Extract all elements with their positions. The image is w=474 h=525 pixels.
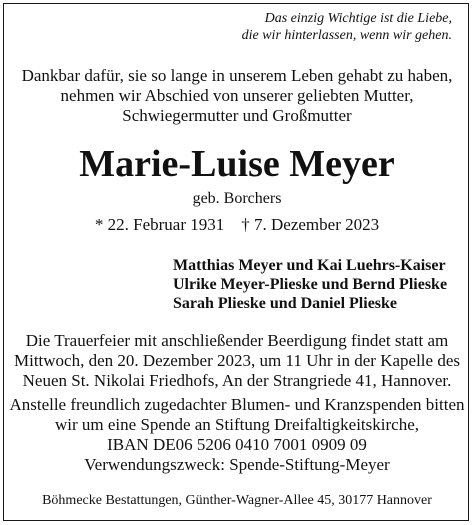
service-line: Neuen St. Nikolai Friedhofs, An der Strangriede 41, Hannover. (22, 371, 452, 390)
birth-date: * 22. Februar 1931 (94, 215, 225, 234)
quote-line: die wir hinterlassen, wenn wir gehen. (241, 28, 452, 43)
intro-line: Schwiegermutter und Großmutter (122, 106, 352, 125)
donation-purpose: Verwendungszweck: Spende-Stiftung-Meyer (84, 455, 390, 474)
funeral-service-info (0, 331, 474, 391)
intro-line: nehmen wir Abschied von unserer geliebten Mutter, (60, 86, 414, 105)
mourner-line: Matthias Meyer und Kai Luehrs-Kaiser (173, 257, 446, 274)
donation-line: wir um eine Spende an Stiftung Dreifaltigkeitskirche, (55, 415, 419, 434)
donation-line: Anstelle freundlich zugedachter Blumen- und Kranzspenden bitten (9, 395, 465, 414)
donation-iban: IBAN DE06 5206 0410 7001 0909 09 (107, 435, 367, 454)
mourner-line: Ulrike Meyer-Plieske und Bernd Plieske (173, 276, 448, 293)
birth-name: geb. Borchers (192, 190, 282, 207)
date-spacer (224, 215, 241, 234)
intro-text (0, 66, 474, 126)
donation-info (0, 395, 474, 475)
mourners-list (173, 256, 463, 313)
intro-line: Dankbar dafür, sie so lange in unserem Leben gehabt zu haben, (21, 66, 453, 85)
deceased-name: Marie-Luise Meyer (79, 143, 395, 185)
service-line: Die Trauerfeier mit anschließender Beerdigung findet statt am (25, 331, 449, 350)
service-line: Mittwoch, den 20. Dezember 2023, um 11 Uhr in der Kapelle des (14, 351, 460, 370)
funeral-home-footer: Böhmecke Bestattungen, Günther-Wagner-Allee 45, 30177 Hannover (42, 493, 432, 508)
mourner-line: Sarah Plieske und Daniel Plieske (173, 295, 398, 312)
life-dates (0, 215, 474, 235)
quote-line: Das einzig Wichtige ist die Liebe, (264, 11, 452, 26)
death-date: † 7. Dezember 2023 (241, 215, 380, 234)
epigraph-quote (192, 10, 452, 44)
